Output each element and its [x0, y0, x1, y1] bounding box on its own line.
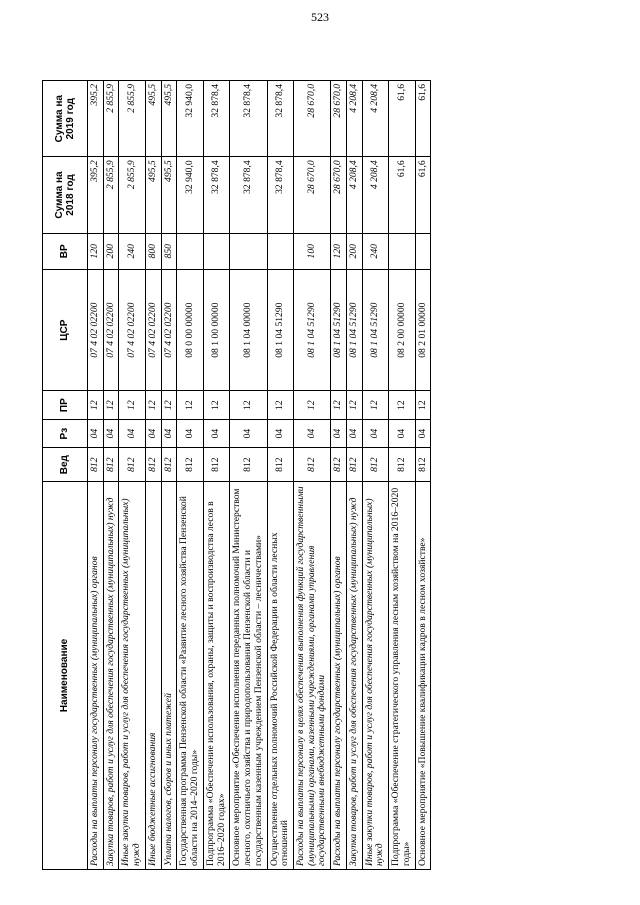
header-pr: ПР — [43, 391, 88, 419]
row-name: Основное мероприятие «Обеспечение исполнения переданных полномочий Министерством лесного, охотничьего хозяйства и природопользования Пензенской области и государственным казенным учреждением Пензенской области – лесничествами» — [230, 481, 267, 869]
row-rz: 04 — [267, 419, 293, 447]
row-vr: 850 — [161, 233, 177, 269]
rotated-page — [42, 80, 582, 870]
row-vr: 120 — [88, 233, 104, 269]
row-pr: 12 — [177, 391, 203, 419]
row-rz: 04 — [145, 419, 161, 447]
table-header-row — [43, 81, 88, 870]
row-name: Иные закупки товаров, работ и услуг для обеспечения государственных (муниципальных) нужд — [119, 481, 145, 869]
header-csr: ЦСР — [43, 269, 88, 391]
row-vr: 240 — [119, 233, 145, 269]
row-vr: 200 — [103, 233, 119, 269]
row-sum-2019: 2 855,9 — [119, 81, 145, 157]
row-pr: 12 — [346, 391, 362, 419]
row-name: Основное мероприятие «Повышение квалификации кадров в лесном хозяйстве» — [415, 481, 431, 869]
row-ved: 812 — [119, 448, 145, 482]
row-name: Уплата налогов, сборов и иных платежей — [161, 481, 177, 869]
header-sum-2019: Сумма на 2019 год — [43, 81, 88, 157]
row-vr — [389, 233, 415, 269]
row-ved: 812 — [230, 448, 267, 482]
row-sum-2019: 4 208,4 — [362, 81, 388, 157]
row-pr: 12 — [103, 391, 119, 419]
row-vr — [203, 233, 229, 269]
row-pr: 12 — [294, 391, 331, 419]
row-pr: 12 — [230, 391, 267, 419]
row-csr: 08 1 04 51290 — [294, 269, 331, 391]
row-pr: 12 — [331, 391, 347, 419]
row-rz: 04 — [230, 419, 267, 447]
row-sum-2018: 28 670,0 — [331, 157, 347, 233]
table-row — [161, 81, 177, 870]
row-csr: 07 4 02 02200 — [145, 269, 161, 391]
row-csr: 07 4 02 02200 — [161, 269, 177, 391]
row-name: Иные закупки товаров, работ и услуг для обеспечения государственных (муниципальных) нужд — [362, 481, 388, 869]
row-sum-2018: 61,6 — [415, 157, 431, 233]
row-csr: 07 4 02 02200 — [119, 269, 145, 391]
row-sum-2018: 32 878,4 — [230, 157, 267, 233]
row-sum-2018: 32 878,4 — [203, 157, 229, 233]
row-vr — [177, 233, 203, 269]
row-sum-2018: 4 208,4 — [362, 157, 388, 233]
row-csr: 08 1 04 51290 — [267, 269, 293, 391]
row-ved: 812 — [389, 448, 415, 482]
row-name: Подпрограмма «Обеспечение использования, охраны, защиты и воспроизводства лесов в 2016–2020 годах» — [203, 481, 229, 869]
row-ved: 812 — [294, 448, 331, 482]
table-row — [145, 81, 161, 870]
table-row — [294, 81, 331, 870]
row-pr: 12 — [161, 391, 177, 419]
row-sum-2019: 495,5 — [161, 81, 177, 157]
row-rz: 04 — [346, 419, 362, 447]
row-sum-2018: 495,5 — [145, 157, 161, 233]
row-sum-2019: 395,2 — [88, 81, 104, 157]
row-rz: 04 — [331, 419, 347, 447]
row-sum-2018: 2 855,9 — [103, 157, 119, 233]
row-name: Подпрограмма «Обеспечение стратегического управления лесным хозяйством на 2016–2020 годы» — [389, 481, 415, 869]
header-vr: ВР — [43, 233, 88, 269]
row-ved: 812 — [161, 448, 177, 482]
row-csr: 08 1 04 00000 — [230, 269, 267, 391]
row-name: Расходы на выплаты персоналу в целях обеспечения выполнения функций государственными (муниципальными) органами, казенными учреждениями, органами управления государственными внебюджетными фондами — [294, 481, 331, 869]
row-vr: 240 — [362, 233, 388, 269]
table-row — [346, 81, 362, 870]
row-sum-2019: 28 670,0 — [294, 81, 331, 157]
header-rz: Рз — [43, 419, 88, 447]
row-sum-2018: 4 208,4 — [346, 157, 362, 233]
row-ved: 812 — [346, 448, 362, 482]
row-sum-2019: 28 670,0 — [331, 81, 347, 157]
row-ved: 812 — [267, 448, 293, 482]
row-rz: 04 — [119, 419, 145, 447]
row-ved: 812 — [362, 448, 388, 482]
row-vr — [230, 233, 267, 269]
row-pr: 12 — [389, 391, 415, 419]
row-rz: 04 — [294, 419, 331, 447]
header-ved: Вед — [43, 448, 88, 482]
table-row — [415, 81, 431, 870]
row-sum-2019: 61,6 — [389, 81, 415, 157]
row-vr: 800 — [145, 233, 161, 269]
row-sum-2018: 495,5 — [161, 157, 177, 233]
header-name: Наименование — [43, 481, 88, 869]
row-sum-2018: 395,2 — [88, 157, 104, 233]
table-body — [88, 81, 431, 870]
row-sum-2019: 61,6 — [415, 81, 431, 157]
row-rz: 04 — [103, 419, 119, 447]
header-sum-2018: Сумма на 2018 год — [43, 157, 88, 233]
row-sum-2019: 495,5 — [145, 81, 161, 157]
row-ved: 812 — [88, 448, 104, 482]
row-vr: 200 — [346, 233, 362, 269]
row-ved: 812 — [103, 448, 119, 482]
table-row — [177, 81, 203, 870]
row-rz: 04 — [88, 419, 104, 447]
row-name: Осуществление отдельных полномочий Российской Федерации в области лесных отношений — [267, 481, 293, 869]
row-pr: 12 — [145, 391, 161, 419]
row-pr: 12 — [203, 391, 229, 419]
row-vr: 120 — [331, 233, 347, 269]
row-ved: 812 — [177, 448, 203, 482]
row-csr: 07 4 02 02200 — [88, 269, 104, 391]
row-csr: 08 2 01 00000 — [415, 269, 431, 391]
table-row — [119, 81, 145, 870]
budget-table — [42, 80, 431, 870]
row-sum-2018: 32 878,4 — [267, 157, 293, 233]
table-row — [103, 81, 119, 870]
row-csr: 08 2 00 00000 — [389, 269, 415, 391]
row-sum-2019: 32 878,4 — [203, 81, 229, 157]
row-rz: 04 — [389, 419, 415, 447]
row-pr: 12 — [88, 391, 104, 419]
row-sum-2018: 61,6 — [389, 157, 415, 233]
row-sum-2019: 32 878,4 — [267, 81, 293, 157]
row-rz: 04 — [177, 419, 203, 447]
row-pr: 12 — [415, 391, 431, 419]
page-number: 523 — [311, 10, 329, 24]
row-sum-2019: 2 855,9 — [103, 81, 119, 157]
row-rz: 04 — [362, 419, 388, 447]
row-name: Расходы на выплаты персоналу государственных (муниципальных) органов — [88, 481, 104, 869]
row-ved: 812 — [203, 448, 229, 482]
row-ved: 812 — [331, 448, 347, 482]
table-row — [230, 81, 267, 870]
row-ved: 812 — [145, 448, 161, 482]
row-rz: 04 — [161, 419, 177, 447]
row-sum-2018: 32 940,0 — [177, 157, 203, 233]
row-name: Закупка товаров, работ и услуг для обеспечения государственных (муниципальных) нужд — [346, 481, 362, 869]
row-csr: 08 1 00 00000 — [203, 269, 229, 391]
row-sum-2018: 28 670,0 — [294, 157, 331, 233]
row-csr: 07 4 02 02200 — [103, 269, 119, 391]
row-name: Государственная программа Пензенской области «Развитие лесного хозяйства Пензенской области на 2014–2020 годы» — [177, 481, 203, 869]
row-pr: 12 — [119, 391, 145, 419]
row-name: Закупка товаров, работ и услуг для обеспечения государственных (муниципальных) нужд — [103, 481, 119, 869]
row-csr: 08 1 04 51290 — [346, 269, 362, 391]
table-row — [203, 81, 229, 870]
row-sum-2019: 32 878,4 — [230, 81, 267, 157]
row-ved: 812 — [415, 448, 431, 482]
row-pr: 12 — [362, 391, 388, 419]
row-vr — [267, 233, 293, 269]
table-row — [362, 81, 388, 870]
table-row — [389, 81, 415, 870]
row-name: Расходы на выплаты персоналу государственных (муниципальных) органов — [331, 481, 347, 869]
row-csr: 08 0 00 00000 — [177, 269, 203, 391]
row-pr: 12 — [267, 391, 293, 419]
row-sum-2019: 4 208,4 — [346, 81, 362, 157]
row-csr: 08 1 04 51290 — [331, 269, 347, 391]
row-vr — [415, 233, 431, 269]
row-name: Иные бюджетные ассигнования — [145, 481, 161, 869]
row-sum-2019: 32 940,0 — [177, 81, 203, 157]
row-csr: 08 1 04 51290 — [362, 269, 388, 391]
row-vr: 100 — [294, 233, 331, 269]
table-row — [88, 81, 104, 870]
row-rz: 04 — [203, 419, 229, 447]
table-row — [331, 81, 347, 870]
row-rz: 04 — [415, 419, 431, 447]
row-sum-2018: 2 855,9 — [119, 157, 145, 233]
table-row — [267, 81, 293, 870]
